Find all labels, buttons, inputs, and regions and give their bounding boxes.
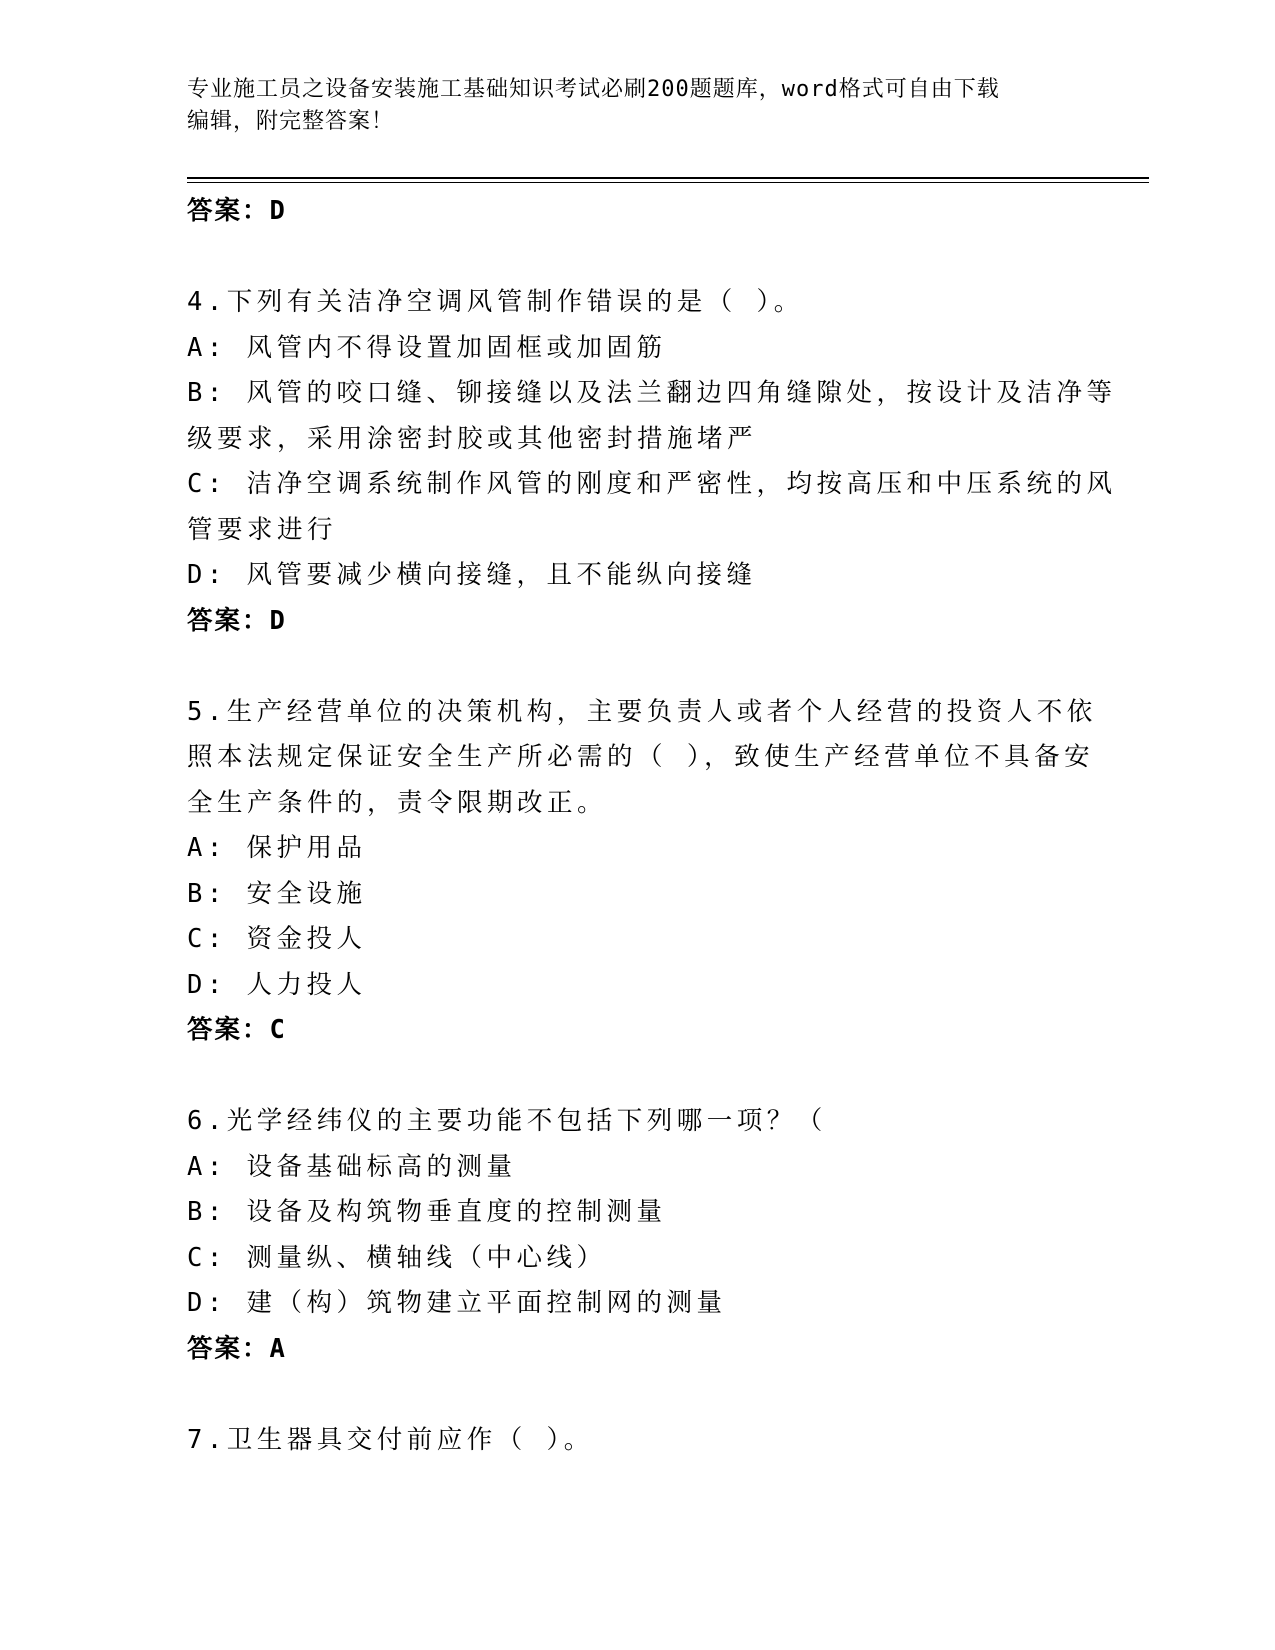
- question-6-answer: 答案：A: [187, 1333, 287, 1364]
- spacer: [187, 235, 1067, 281]
- previous-answer: 答案：D: [187, 196, 287, 226]
- question-4-option-a: A: 风管内不得设置加固框或加固筋: [187, 332, 667, 363]
- question-7: [187, 1418, 1067, 1464]
- question-4-answer: 答案：D: [187, 605, 287, 636]
- question-5-option-a: A: 保护用品: [187, 833, 367, 863]
- question-4-option-c-line-2: 管要求进行: [187, 514, 338, 545]
- question-4-option-d: D: 风管要减少横向接缝，且不能纵向接缝: [187, 560, 757, 590]
- question-5-option-b: B: 安全设施: [187, 878, 367, 909]
- question-5-option-c: C: 资金投人: [187, 924, 367, 954]
- spacer: [187, 1372, 1067, 1418]
- question-6-option-b: B: 设备及构筑物垂直度的控制测量: [187, 1197, 667, 1227]
- header-divider-thin: [187, 182, 1149, 183]
- question-5-option-d: D: 人力投人: [187, 969, 367, 1000]
- question-5-stem-line-1: 5.生产经营单位的决策机构，主要负责人或者个人经营的投资人不依: [187, 696, 1097, 727]
- question-4-option-b-line-2: 级要求，采用涂密封胶或其他密封措施堵严: [187, 423, 758, 454]
- question-6: [187, 1099, 1067, 1372]
- question-4: [187, 280, 1117, 644]
- question-6-option-d: D: 建（构）筑物建立平面控制网的测量: [187, 1288, 727, 1318]
- document-body: [187, 189, 1117, 1463]
- question-5: [187, 690, 1097, 1054]
- question-5-stem-line-3: 全生产条件的，责令限期改正。: [187, 787, 608, 818]
- spacer: [187, 1054, 1067, 1100]
- question-6-option-c: C: 测量纵、横轴线（中心线）: [187, 1242, 607, 1273]
- question-5-stem-line-2: 照本法规定保证安全生产所必需的（ ），致使生产经营单位不具备安: [187, 742, 1095, 772]
- question-4-stem: 4.下列有关洁净空调风管制作错误的是（ ）。: [187, 287, 804, 317]
- spacer: [187, 644, 1067, 690]
- question-7-stem: 7.卫生器具交付前应作（ ）。: [187, 1424, 594, 1455]
- header-divider-thick: [187, 177, 1149, 179]
- question-5-answer: 答案：C: [187, 1015, 287, 1045]
- header-line-1: 专业施工员之设备安装施工基础知识考试必刷200题题库，word格式可自由下载: [187, 77, 1000, 102]
- question-4-option-c-line-1: C: 洁净空调系统制作风管的刚度和严密性，均按高压和中压系统的风: [187, 469, 1117, 499]
- question-6-stem: 6.光学经纬仪的主要功能不包括下列哪一项？（: [187, 1106, 827, 1136]
- question-4-option-b-line-1: B: 风管的咬口缝、铆接缝以及法兰翻边四角缝隙处，按设计及洁净等: [187, 378, 1117, 408]
- question-6-option-a: A: 设备基础标高的测量: [187, 1151, 517, 1182]
- page-header: [187, 74, 1067, 138]
- header-line-2: 编辑，附完整答案！: [187, 109, 395, 134]
